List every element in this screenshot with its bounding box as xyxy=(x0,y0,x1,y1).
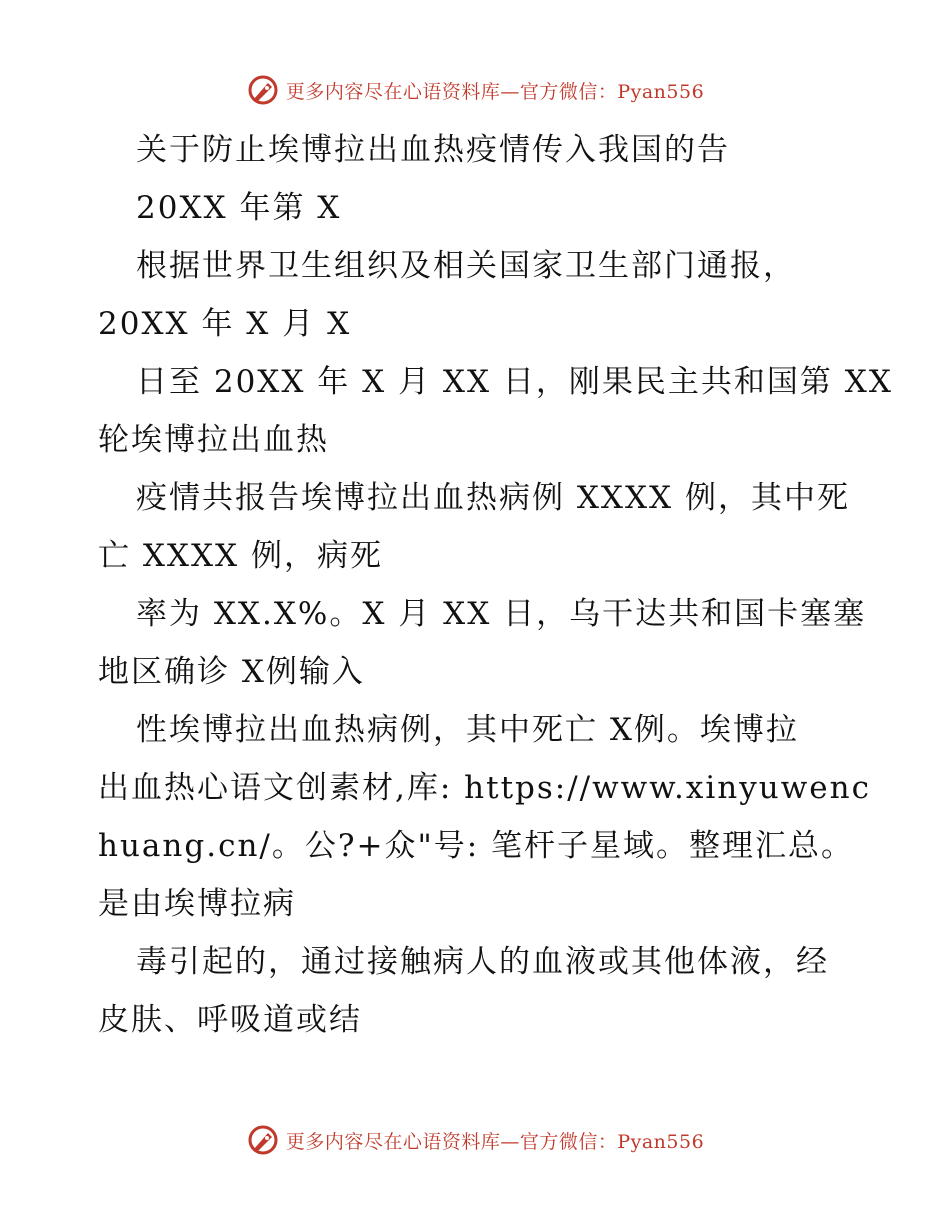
header-banner-text: 更多内容尽在心语资料库—官方微信：Pyan556 xyxy=(285,80,705,103)
document-line-3: 根据世界卫生组织及相关国家卫生部门通报， xyxy=(136,248,796,284)
document-line-11: 性埃博拉出血热病例，其中死亡 X例。埃博拉 xyxy=(136,712,799,748)
document-line-16: 皮肤、呼吸道或结 xyxy=(98,1002,362,1038)
document-line-15: 毒引起的，通过接触病人的血液或其他体液，经 xyxy=(136,944,829,980)
document-line-8: 亡 XXXX 例，病死 xyxy=(98,538,383,574)
document-line-10: 地区确诊 X例输入 xyxy=(98,654,365,690)
header-banner xyxy=(0,70,950,110)
document-line-9: 率为 XX.X%。X 月 XX 日，乌干达共和国卡塞塞 xyxy=(136,596,867,632)
document-line-2: 20XX 年第 X xyxy=(136,190,342,226)
document-line-6: 轮埃博拉出血热 xyxy=(98,422,329,458)
document-line-7: 疫情共报告埃博拉出血热病例 XXXX 例，其中死 xyxy=(136,480,850,516)
footer-banner-text: 更多内容尽在心语资料库—官方微信：Pyan556 xyxy=(285,1130,705,1153)
document-line-1: 关于防止埃博拉出血热疫情传入我国的告 xyxy=(136,132,730,168)
document-line-12: 出血热心语文创素材,库: https://www.xinyuwenc xyxy=(98,770,871,806)
document-line-13: huang.cn/。公?+众"号: 笔杆子星域。整理汇总。 xyxy=(98,828,854,864)
pen-nib-logo-icon xyxy=(246,1123,280,1157)
pen-nib-logo-icon xyxy=(246,73,280,107)
document-line-5: 日至 20XX 年 X 月 XX 日，刚果民主共和国第 XX xyxy=(136,364,893,400)
footer-banner xyxy=(0,1120,950,1160)
document-line-4: 20XX 年 X 月 X xyxy=(98,306,352,342)
document-line-14: 是由埃博拉病 xyxy=(98,886,296,922)
